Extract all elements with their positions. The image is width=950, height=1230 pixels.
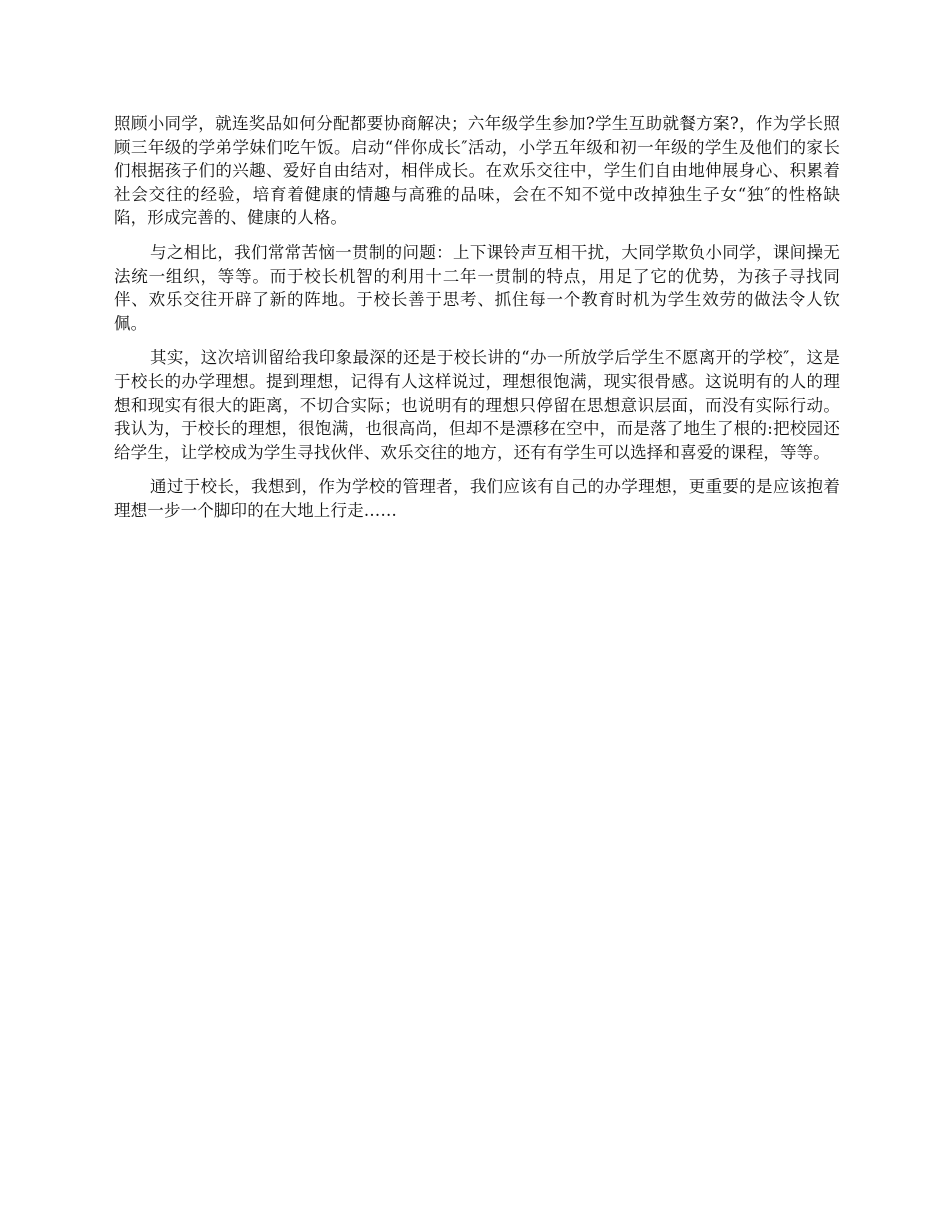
paragraph-2: 与之相比，我们常常苦恼一贯制的问题：上下课铃声互相干扰，大同学欺负小同学，课间操无法统一组织，等等。而于校长机智的利用十二年一贯制的特点，用足了它的优势，为孩子寻找同伴、欢乐交往开辟了新的阵地。于校长善于思考、抓住每一个教育时机为学生效劳的做法令人钦佩。 xyxy=(114,242,840,333)
document-body xyxy=(114,112,840,534)
paragraph-1: 照顾小同学，就连奖品如何分配都要协商解决；六年级学生参加?学生互助就餐方案?，作为学长照顾三年级的学弟学妹们吃午饭。启动“伴你成长″活动，小学五年级和初一年级的学生及他们的家长们根据孩子们的兴趣、爱好自由结对，相伴成长。在欢乐交往中，学生们自由地伸展身心、积累着社会交往的经验，培育着健康的情趣与高雅的品味，会在不知不觉中改掉独生子女“独″的性格缺陷，形成完善的、健康的人格。 xyxy=(114,114,840,228)
paragraph-3: 其实，这次培训留给我印象最深的还是于校长讲的“办一所放学后学生不愿离开的学校″，这是于校长的办学理想。提到理想，记得有人这样说过，理想很饱满，现实很骨感。这说明有的人的理想和现实有很大的距离，不切合实际；也说明有的理想只停留在思想意识层面，而没有实际行动。我认为，于校长的理想，很饱满，也很高尚，但却不是漂移在空中，而是落了地生了根的:把校园还给学生，让学校成为学生寻找伙伴、欢乐交往的地方，还有有学生可以选择和喜爱的课程，等等。 xyxy=(114,348,840,462)
paragraph-4: 通过于校长，我想到，作为学校的管理者，我们应该有自己的办学理想，更重要的是应该抱着理想一步一个脚印的在大地上行走…… xyxy=(114,477,840,520)
